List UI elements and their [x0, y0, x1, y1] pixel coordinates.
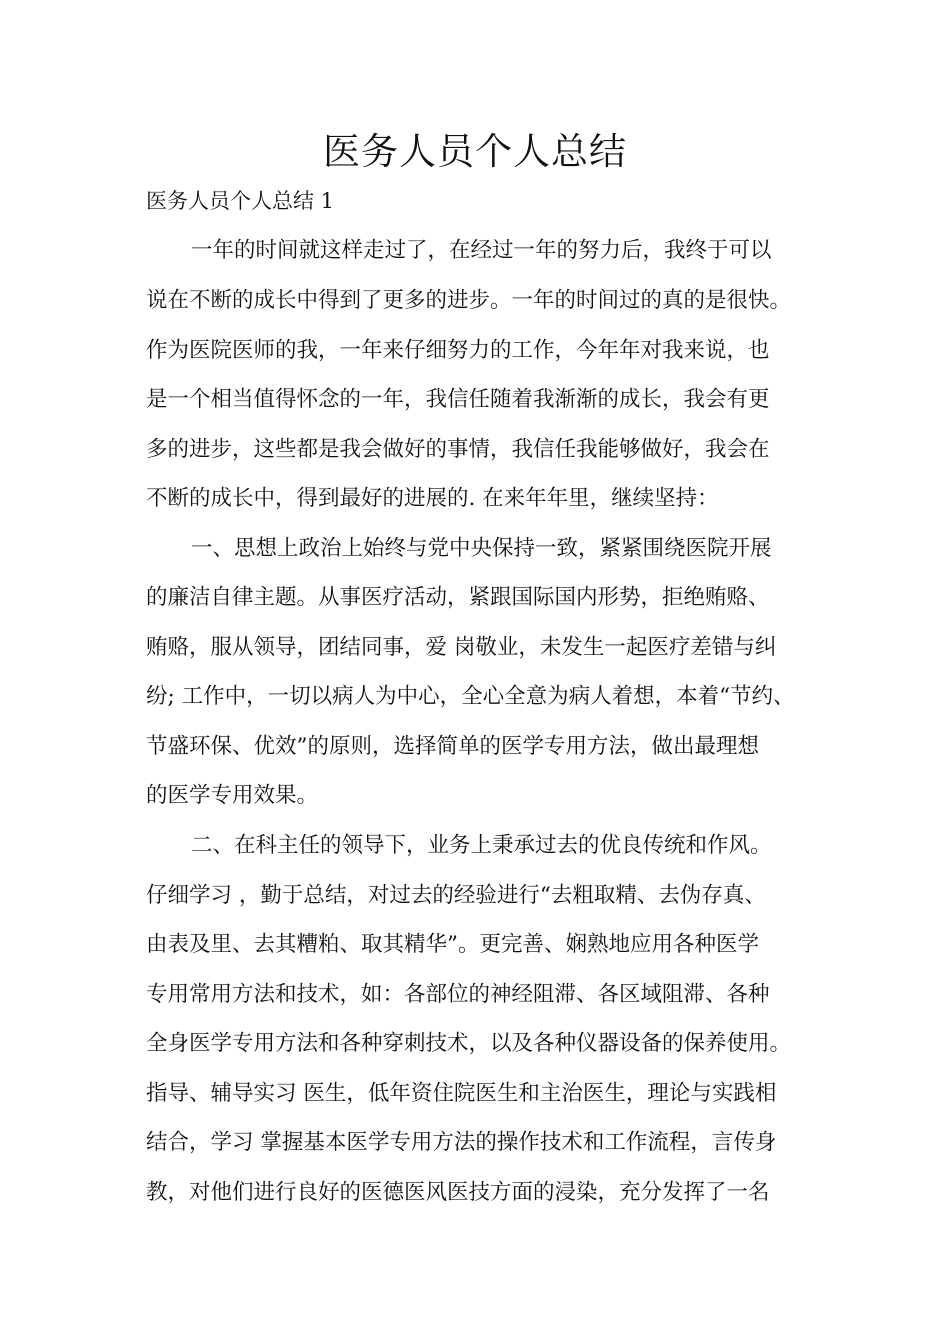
- page-title: 医务人员个人总结: [323, 130, 627, 173]
- paragraph-line: 节盛环保、优效”的原则，选择简单的医学专用方法，做出最理想: [146, 734, 759, 759]
- paragraph-line: 的医学专用效果。: [146, 783, 319, 808]
- paragraph-line: 的廉洁自律主题。从事医疗活动，紧跟国际国内形势，拒绝贿赂、: [146, 585, 770, 610]
- paragraph-line: 由表及里、去其糟粕、取其精华”。更完善、娴熟地应用各种医学: [146, 932, 759, 957]
- paragraph-line: 贿赂，服从领导，团结同事，爱 岗敬业，未发生一起医疗差错与纠: [146, 635, 777, 660]
- paragraph-line: 多的进步，这些都是我会做好的事情，我信任我能够做好，我会在: [146, 437, 770, 462]
- paragraph-line: 一年的时间就这样走过了，在经过一年的努力后，我终于可以: [191, 238, 772, 263]
- paragraph-line: 不断的成长中，得到最好的进展的. 在来年年里，继续坚持：: [146, 486, 719, 511]
- paragraph-line: 一、思想上政治上始终与党中央保持一致，紧紧围绕医院开展: [191, 536, 772, 561]
- paragraph-line: 专用常用方法和技术，如：各部位的神经阻滞、各区域阻滞、各种: [146, 982, 770, 1007]
- section-heading: 医务人员个人总结 1: [146, 189, 335, 213]
- paragraph-line: 作为医院医师的我，一年来仔细努力的工作，今年年对我来说，也: [146, 338, 770, 363]
- paragraph-line: 二、在科主任的领导下，业务上秉承过去的优良传统和作风。: [191, 833, 772, 858]
- paragraph-line: 结合，学习 掌握基本医学专用方法的操作技术和工作流程，言传身: [146, 1130, 777, 1155]
- paragraph-line: 教，对他们进行良好的医德医风医技方面的浸染，充分发挥了一名: [146, 1180, 770, 1205]
- paragraph-line: 是一个相当值得怀念的一年，我信任随着我渐渐的成长，我会有更: [146, 387, 770, 412]
- paragraph-line: 纷; 工作中，一切以病人为中心，全心全意为病人着想，本着“节约、: [146, 684, 795, 709]
- paragraph-line: 仔细学习 ，勤于总结，对过去的经验进行“去粗取精、去伪存真、: [146, 883, 766, 908]
- paragraph-line: 指导、辅导实习 医生，低年资住院医生和主治医生，理论与实践相: [146, 1081, 777, 1106]
- paragraph-line: 说在不断的成长中得到了更多的进步。一年的时间过的真的是很快。: [146, 288, 792, 313]
- paragraph-line: 全身医学专用方法和各种穿刺技术，以及各种仪器设备的保养使用。: [146, 1031, 792, 1056]
